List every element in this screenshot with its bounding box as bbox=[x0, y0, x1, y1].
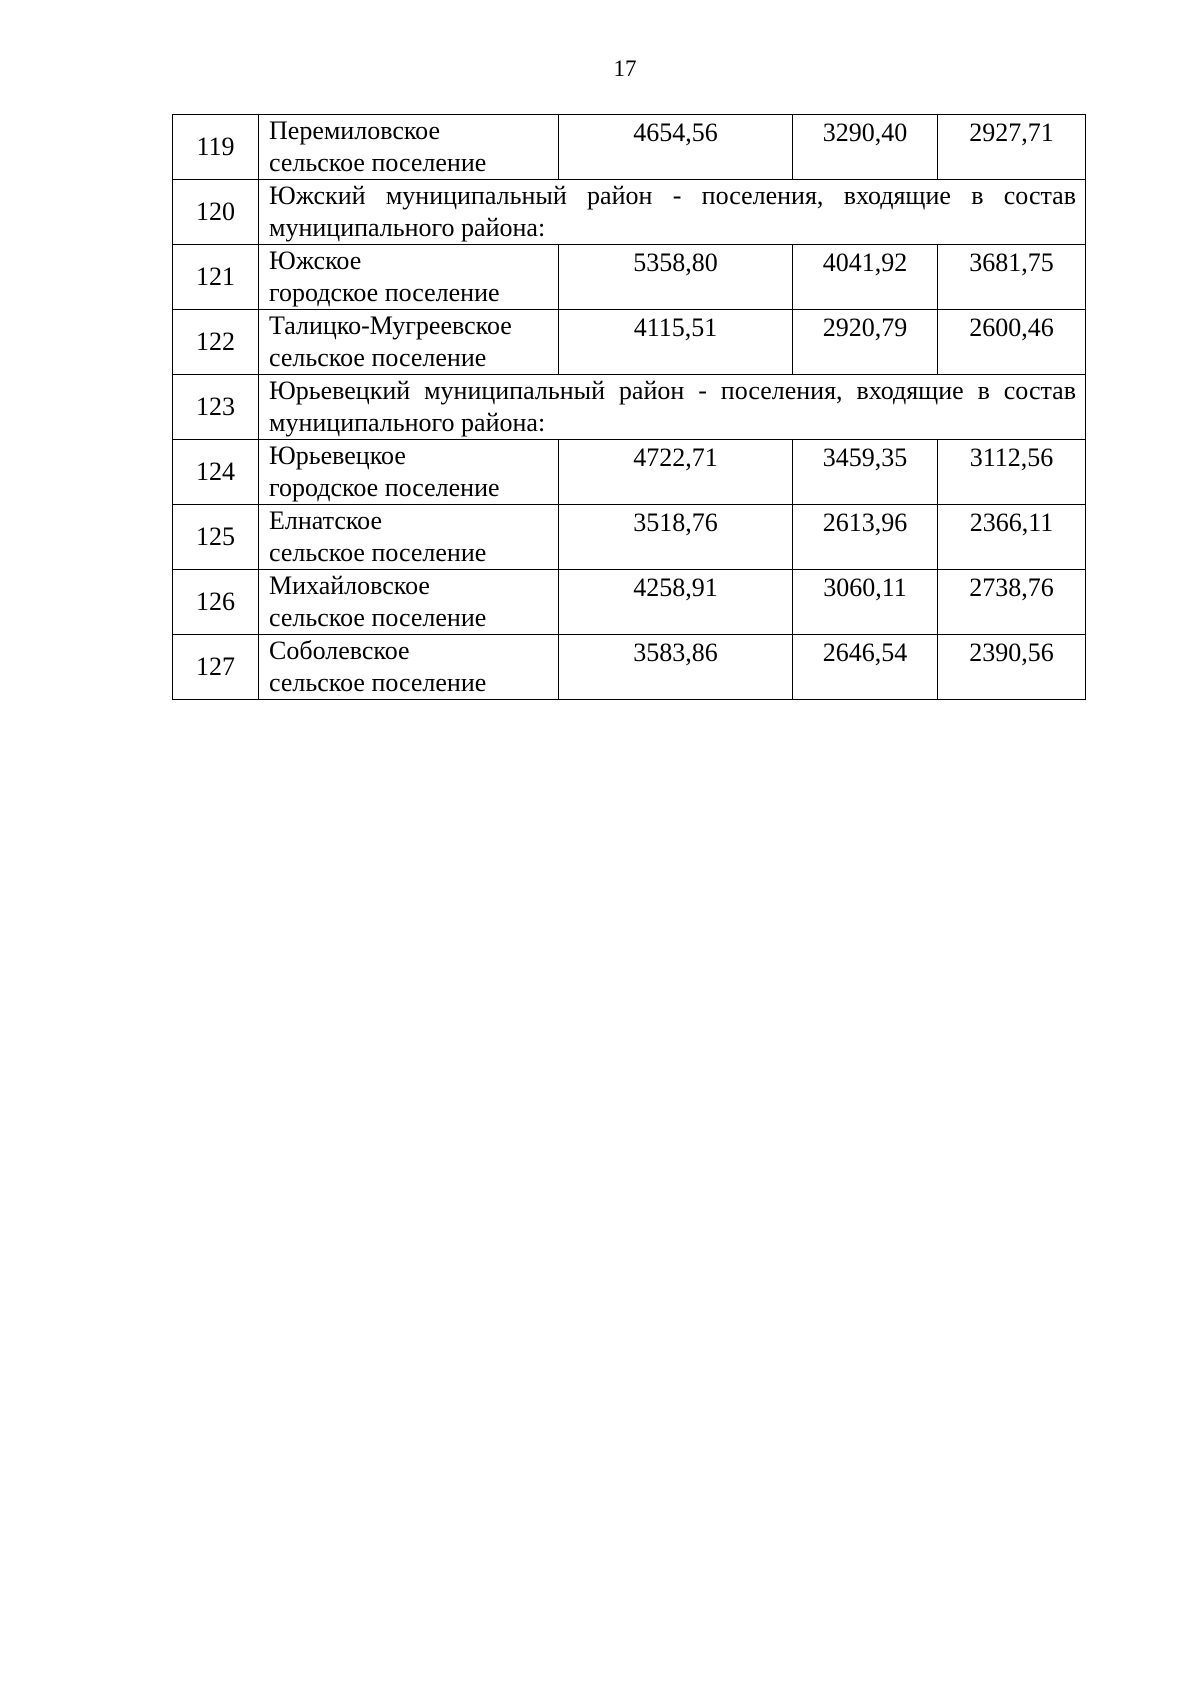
value-cell: 2600,46 bbox=[938, 310, 1086, 375]
settlement-name: Юрьевецкое городское поселение bbox=[259, 440, 559, 505]
settlement-name: Елнатское сельское поселение bbox=[259, 505, 559, 570]
value-cell: 2613,96 bbox=[793, 505, 938, 570]
district-header: Юрьевецкий муниципальный район - поселения, входящие в состав муниципального района: bbox=[259, 375, 1086, 440]
value-cell: 4722,71 bbox=[559, 440, 793, 505]
value-cell: 3518,76 bbox=[559, 505, 793, 570]
settlement-name: Южское городское поселение bbox=[259, 245, 559, 310]
settlement-name: Соболевское сельское поселение bbox=[259, 635, 559, 700]
value-cell: 3290,40 bbox=[793, 115, 938, 180]
row-number: 119 bbox=[173, 115, 259, 180]
value-cell: 3060,11 bbox=[793, 570, 938, 635]
settlement-name: Михайловское сельское поселение bbox=[259, 570, 559, 635]
row-number: 120 bbox=[173, 180, 259, 245]
value-cell: 4258,91 bbox=[559, 570, 793, 635]
table-row-district-header bbox=[173, 180, 1086, 245]
table-row bbox=[173, 440, 1086, 505]
settlement-name: Талицко-Мугреевское сельское поселение bbox=[259, 310, 559, 375]
row-number: 123 bbox=[173, 375, 259, 440]
row-number: 122 bbox=[173, 310, 259, 375]
value-cell: 2390,56 bbox=[938, 635, 1086, 700]
settlement-name: Перемиловское сельское поселение bbox=[259, 115, 559, 180]
table-row bbox=[173, 245, 1086, 310]
value-cell: 3681,75 bbox=[938, 245, 1086, 310]
row-number: 125 bbox=[173, 505, 259, 570]
value-cell: 2927,71 bbox=[938, 115, 1086, 180]
row-number: 126 bbox=[173, 570, 259, 635]
page-number: 17 bbox=[613, 56, 637, 81]
table-row bbox=[173, 310, 1086, 375]
value-cell: 2366,11 bbox=[938, 505, 1086, 570]
value-cell: 4041,92 bbox=[793, 245, 938, 310]
value-cell: 4115,51 bbox=[559, 310, 793, 375]
table-row bbox=[173, 635, 1086, 700]
value-cell: 2646,54 bbox=[793, 635, 938, 700]
value-cell: 3583,86 bbox=[559, 635, 793, 700]
table-row-district-header bbox=[173, 375, 1086, 440]
district-header: Южский муниципальный район - поселения, входящие в состав муниципального района: bbox=[259, 180, 1086, 245]
settlements-table bbox=[172, 114, 1086, 700]
value-cell: 5358,80 bbox=[559, 245, 793, 310]
row-number: 121 bbox=[173, 245, 259, 310]
value-cell: 2738,76 bbox=[938, 570, 1086, 635]
table-row bbox=[173, 505, 1086, 570]
table-row bbox=[173, 115, 1086, 180]
value-cell: 3459,35 bbox=[793, 440, 938, 505]
row-number: 124 bbox=[173, 440, 259, 505]
value-cell: 4654,56 bbox=[559, 115, 793, 180]
value-cell: 2920,79 bbox=[793, 310, 938, 375]
value-cell: 3112,56 bbox=[938, 440, 1086, 505]
row-number: 127 bbox=[173, 635, 259, 700]
table-row bbox=[173, 570, 1086, 635]
